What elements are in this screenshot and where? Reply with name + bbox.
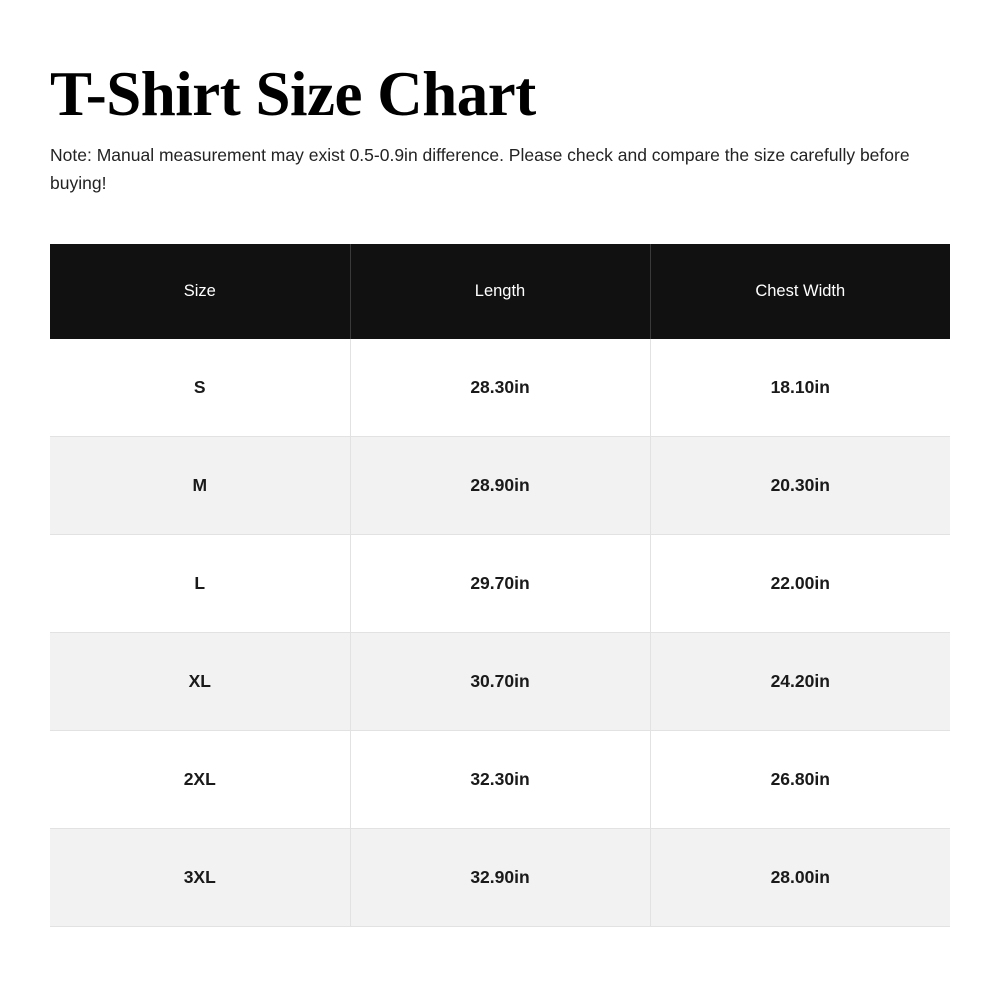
table-row [50,535,950,633]
cell-chest-width: 22.00in [650,535,950,633]
cell-chest-width: 26.80in [650,731,950,829]
cell-chest-width: 28.00in [650,829,950,927]
column-header-size: Size [50,244,350,339]
cell-length: 32.90in [350,829,650,927]
table-row [50,829,950,927]
cell-size: 3XL [50,829,350,927]
cell-length: 28.90in [350,437,650,535]
cell-chest-width: 20.30in [650,437,950,535]
size-table [50,244,950,927]
measurement-note: Note: Manual measurement may exist 0.5-0.9in difference. Please check and compare the size carefully before buying! [50,145,910,194]
cell-size: 2XL [50,731,350,829]
cell-length: 29.70in [350,535,650,633]
table-row [50,633,950,731]
page-title: T-Shirt Size Chart [50,59,536,129]
cell-size: S [50,339,350,437]
table-row [50,731,950,829]
size-table-head [50,244,950,339]
column-header-chest-width: Chest Width [650,244,950,339]
table-header-row [50,244,950,339]
cell-length: 28.30in [350,339,650,437]
cell-size: XL [50,633,350,731]
cell-size: M [50,437,350,535]
column-header-length: Length [350,244,650,339]
cell-length: 32.30in [350,731,650,829]
cell-length: 30.70in [350,633,650,731]
size-table-container [50,244,950,927]
cell-chest-width: 18.10in [650,339,950,437]
table-row [50,437,950,535]
cell-chest-width: 24.20in [650,633,950,731]
cell-size: L [50,535,350,633]
table-row [50,339,950,437]
size-table-body [50,339,950,927]
